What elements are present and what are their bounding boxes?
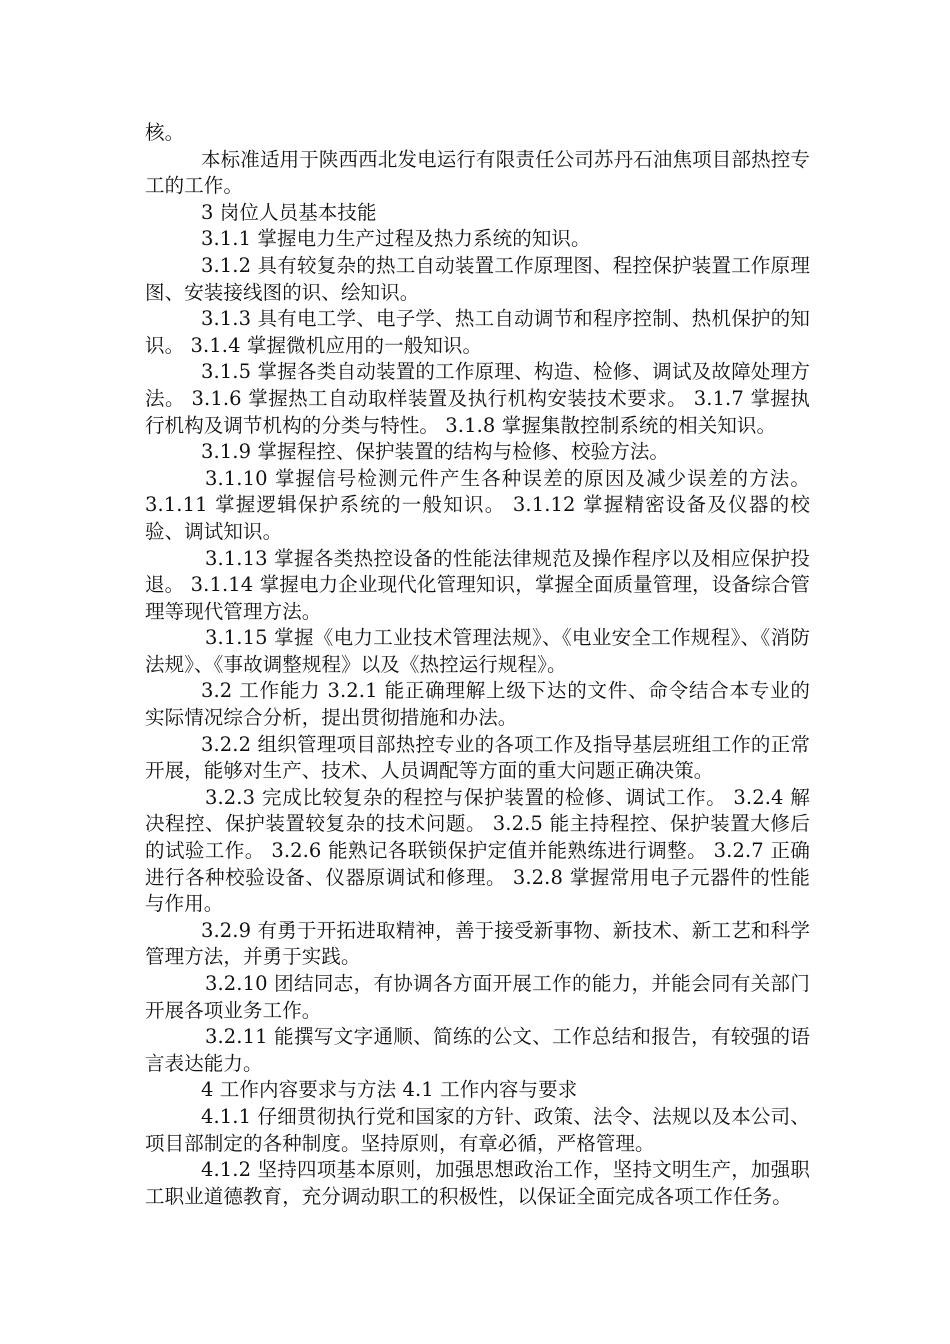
paragraph-2: 本标准适用于陕西西北发电运行有限责任公司苏丹石油焦项目部热控专工的工作。 — [145, 147, 810, 198]
paragraph-3-1-2: 3.1.2 具有较复杂的热工自动装置工作原理图、程控保护装置工作原理图、安装接线图的识、绘知识。 — [145, 253, 810, 304]
paragraph-1: 核。 — [145, 121, 185, 144]
paragraph-3-1-13: 3.1.13 掌握各类热控设备的性能法律规范及操作程序以及相应保护投退。 3.1.14 掌握电力企业现代化管理知识，掌握全面质量管理，设备综合管理等现代管理方法。 — [145, 546, 810, 623]
paragraph-3-2-2: 3.2.2 组织管理项目部热控专业的各项工作及指导基层班组工作的正常开展，能够对生产、技术、人员调配等方面的重大问题正确决策。 — [145, 732, 810, 783]
paragraph-3-1-9: 3.1.9 掌握程控、保护装置的结构与检修、校验方法。 — [201, 440, 670, 464]
paragraph-3-1-5: 3.1.5 掌握各类自动装置的工作原理、构造、检修、调试及故障处理方法。 3.1.6 掌握热工自动取样装置及执行机构安装技术要求。 3.1.7 掌握执行机构及调节机构的分类与特性。 3.1.8 掌握集散控制系统的相关知识。 — [145, 360, 810, 437]
paragraph-3-2-9: 3.2.9 有勇于开拓进取精神，善于接受新事物、新技术、新工艺和科学管理方法，并勇于实践。 — [145, 918, 810, 969]
paragraph-3-2-11: 3.2.11 能撰写文字通顺、简练的公文、工作总结和报告，有较强的语言表达能力。 — [145, 1025, 810, 1075]
paragraph-3-1-15: 3.1.15 掌握《电力工业技术管理法规》、《电业安全工作规程》、《消防法规》、《事故调整规程》以及《热控运行规程》。 — [145, 626, 810, 676]
paragraph-3-1-10: 3.1.10 掌握信号检测元件产生各种误差的原因及减少误差的方法。 3.1.11 掌握逻辑保护系统的一般知识。 3.1.12 掌握精密设备及仪器的校验、调试知识。 — [145, 466, 810, 543]
section-heading-3: 3 岗位人员基本技能 — [201, 200, 377, 224]
paragraph-3-2-10: 3.2.10 团结同志，有协调各方面开展工作的能力，并能会同有关部门开展各项业务工作。 — [145, 972, 810, 1022]
document-body — [145, 120, 810, 1210]
paragraph-3-1-3: 3.1.3 具有电工学、电子学、热工自动调节和程序控制、热机保护的知识。 3.1.4 掌握微机应用的一般知识。 — [145, 307, 810, 357]
paragraph-4-1-1: 4.1.1 仔细贯彻执行党和国家的方针、政策、法令、法规以及本公司、项目部制定的各种制度。坚持原则，有章必循，严格管理。 — [145, 1104, 810, 1155]
paragraph-3-2-3: 3.2.3 完成比较复杂的程控与保护装置的检修、调试工作。 3.2.4 解决程控、保护装置较复杂的技术问题。 3.2.5 能主持程控、保护装置大修后的试验工作。 3.2.6 能熟记各联锁保护定值并能熟练进行调整。 3.2.7 正确进行各种校验设备、仪器原调试和修理。 3.2.8 掌握常用电子元器件的性能与作用。 — [145, 785, 810, 916]
paragraph-3-2: 3.2 工作能力 3.2.1 能正确理解上级下达的文件、命令结合本专业的实际情况综合分析，提出贯彻措施和办法。 — [145, 679, 810, 730]
section-heading-4: 4 工作内容要求与方法 4.1 工作内容与要求 — [201, 1078, 578, 1102]
paragraph-4-1-2: 4.1.2 坚持四项基本原则，加强思想政治工作，坚持文明生产，加强职工职业道德教育，充分调动职工的积极性，以保证全面完成各项工作任务。 — [145, 1158, 810, 1208]
paragraph-3-1-1: 3.1.1 掌握电力生产过程及热力系统的知识。 — [201, 227, 591, 251]
